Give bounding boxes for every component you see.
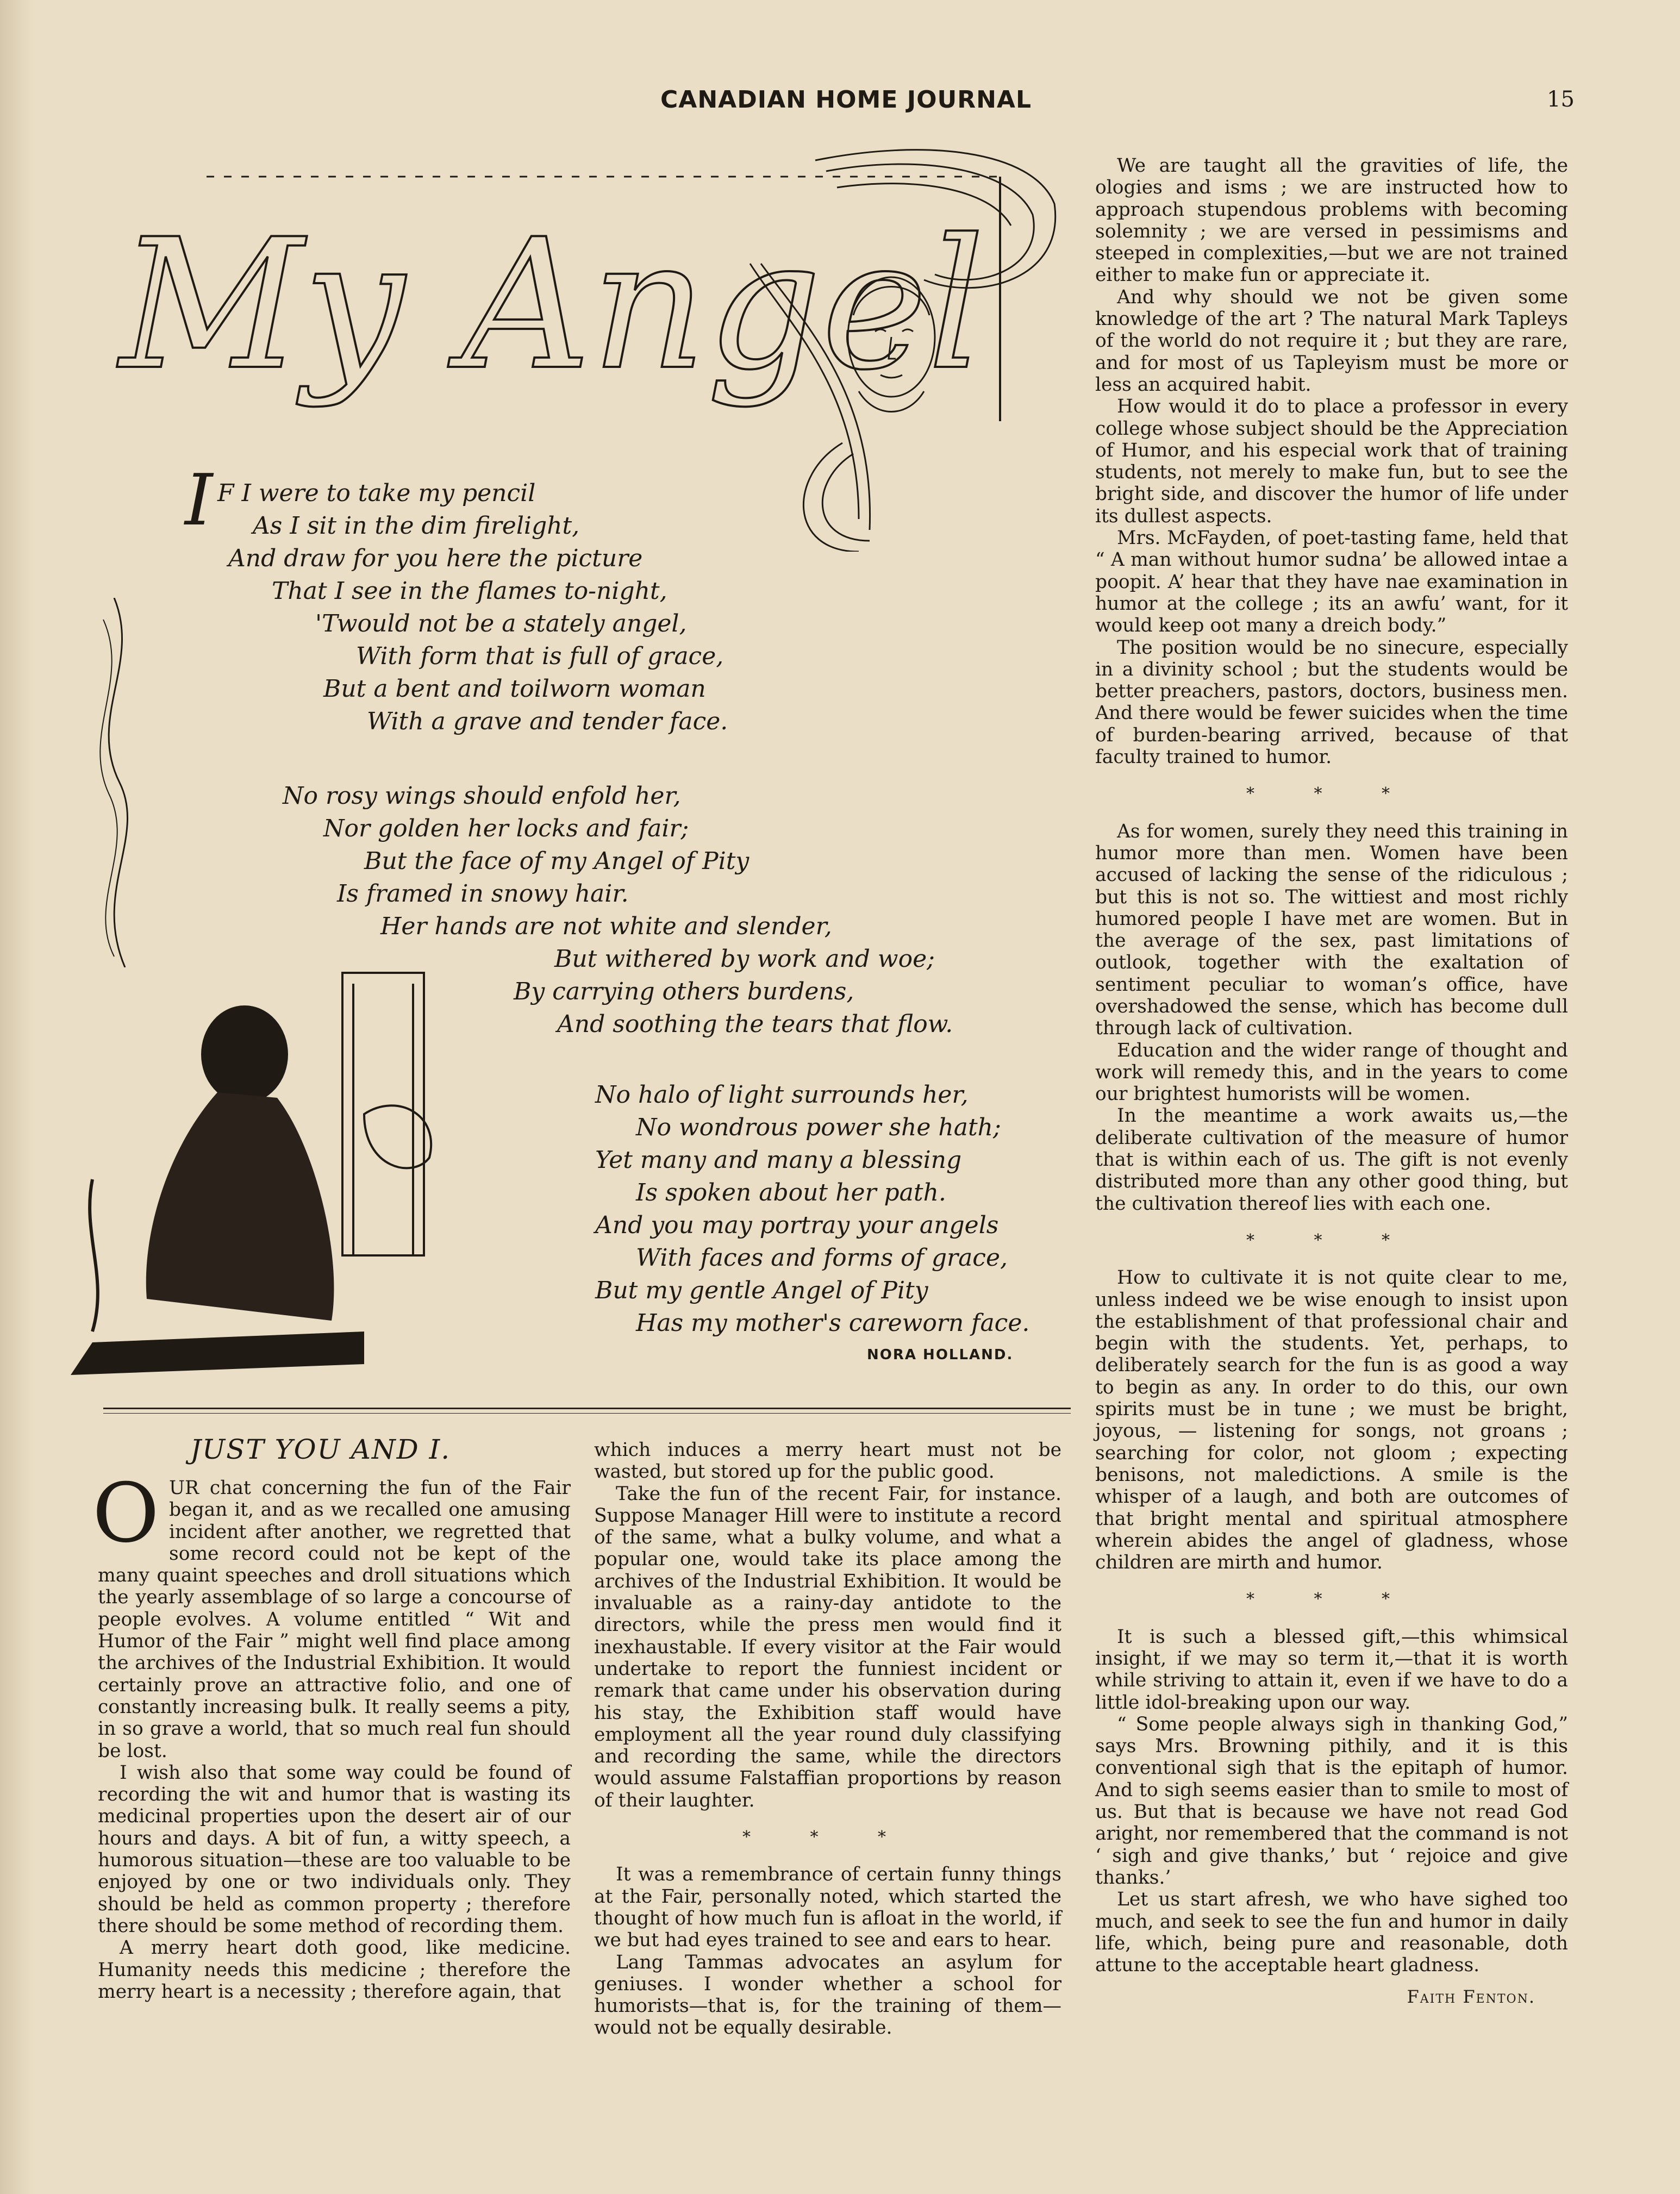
mother-portrait-image (826, 255, 957, 418)
article-paragraph: We are taught all the gravities of life, the ologies and isms ; we are instructed how to approach stupendous problems with becoming solemnity ; we are versed in pessimisms and steeped in complexities,—but we are not trained either to make fun or appreciate it. (1095, 155, 1568, 286)
article-paragraph: How would it do to place a professor in every college whose subject should be the Appreciation of Humor, and his especial work that of training students, not merely to make fun, but to see the bright side, and discover the humor of life under its dullest aspects. (1095, 396, 1568, 527)
poem-line: F I were to take my pencil (217, 479, 536, 507)
poem-line: With a grave and tender face. (367, 708, 728, 735)
poem-stanza-3 (595, 1079, 1029, 1340)
poem-line: With faces and forms of grace, (636, 1244, 1008, 1272)
journal-title: CANADIAN HOME JOURNAL (660, 86, 1032, 114)
poem-line: Is framed in snowy hair. (337, 880, 629, 908)
poem-line: Has my mother's careworn face. (636, 1309, 1030, 1337)
article-title: JUST YOU AND I. (190, 1434, 451, 1465)
poem-line: And soothing the tears that flow. (557, 1010, 953, 1038)
poem-line: By carrying others burdens, (514, 978, 854, 1005)
article-paragraph: Education and the wider range of thought and work will remedy this, and in the years to come our brightest humorists will be women. (1095, 1039, 1568, 1105)
article-column-3 (1095, 155, 1568, 2008)
poem-line: No wondrous power she hath; (636, 1114, 1001, 1141)
title-script: My Angel (120, 201, 985, 409)
article-paragraph: How to cultivate it is not quite clear to me, unless indeed we be wise enough to insist upon the establishment of that professional chair and begin with the students. Yet, perhaps, to deliberately search for the fun is as good a way to begin as any. In order to do this, our own spirits must be in tune ; we must be bright, joyous, — listening for songs, not groans ; searching for color, not gloom ; expecting benisons, not maledictions. A smile is the whisper of a laugh, and both are outcomes of that bright mental and spiritual atmosphere wherein abides the angel of gladness, whose children are mirth and humor. (1095, 1267, 1568, 1574)
article-drop-cap: O (92, 1466, 159, 1561)
article-paragraph: Let us start afresh, we who have sighed too much, and seek to see the fun and humor in daily life, which, being pure and reasonable, doth attune to the acceptable heart gladness. (1095, 1889, 1568, 1977)
article-paragraph: which induces a merry heart must not be wasted, but stored up for the public good. (594, 1439, 1061, 1483)
poem-line: As I sit in the dim firelight, (253, 512, 580, 540)
poem-author: NORA HOLLAND. (867, 1347, 1014, 1363)
article-paragraph: It is such a blessed gift,—this whimsical insight, if we may so term it,—that it is worth while striving to attain it, even if we have to do a little idol-breaking upon our way. (1095, 1626, 1568, 1714)
poem-line: But a bent and toilworn woman (323, 675, 706, 703)
poem-line: But withered by work and woe; (554, 945, 935, 973)
poem-line: And you may portray your angels (595, 1211, 999, 1239)
section-separator: * * * (1246, 1590, 1417, 1609)
article-author: Faith Fenton. (1407, 1986, 1535, 2008)
poem-drop-cap: I (185, 459, 213, 541)
poem-stanza-2 (283, 780, 953, 1041)
article-paragraph: “ Some people always sigh in thanking God,” says Mrs. Browning pithily, and it is this conventional sigh that is the epitaph of humor. And to sigh seems easier than to smile to most of us. But that is because we have not read God aright, nor remembered that the command is not ‘ sigh and give thanks,’ but ‘ rejoice and give thanks.’ (1095, 1713, 1568, 1889)
poem-line: Yet many and many a blessing (595, 1146, 962, 1174)
poem-line: Is spoken about her path. (636, 1179, 946, 1207)
article-paragraph: I wish also that some way could be found of recording the wit and humor that is wasting its medicinal properties upon the desert air of our hours and days. A bit of fun, a witty speech, a humorous situation—these are too valuable to be enjoyed by one or two individuals only. They should be held as common property ; therefore there should be some method of recording them. (98, 1761, 571, 1937)
poem-line: With form that is full of grace, (356, 642, 724, 670)
poem-line: And draw for you here the picture (228, 545, 643, 572)
article-paragraph: Take the fun of the recent Fair, for instance. Suppose Manager Hill were to institute a record of the same, what a bulky volume, and what a popular one, would take its place among the archives of the Industrial Exhibition. It would be invaluable as a rainy-day antidote to the directors, while the press men would find it inexhaustable. If every visitor at the Fair would undertake to report the funniest incident or remark that came under his observation during his stay, the Exhibition staff would have employment all the year round duly classifying and recording the same, while the directors would assume Falstaffian proportions by reason of their laughter. (594, 1483, 1061, 1811)
paragraph-text: UR chat concerning the fun of the Fair began it, and as we recalled one amusing incident after another, we regretted that some record could not be kept of the many quaint speeches and droll situations which the yearly assemblage of so large a concourse of people evolves. A volume entitled “ Wit and Humor of the Fair ” might well find place among the archives of the Industrial Exhibition. It would certainly prove an attractive folio, and one of constantly increasing bulk. It really seems a pity, in so grave a world, that so much real fun should be lost. (98, 1477, 571, 1762)
poem-line: 'Twould not be a stately angel, (315, 610, 687, 637)
poem-line: Her hands are not white and slender, (380, 912, 832, 940)
article-paragraph: A merry heart doth good, like medicine. Humanity needs this medicine ; therefore the merry heart is a necessity ; therefore again, that (98, 1937, 571, 2003)
section-divider-thin (103, 1413, 1071, 1414)
article-paragraph: It was a remembrance of certain funny things at the Fair, personally noted, which started the thought of how much fun is afloat in the world, if we but had eyes trained to see and ears to hear. (594, 1864, 1061, 1952)
poem-line: Nor golden her locks and fair; (323, 815, 689, 842)
article-paragraph: And why should we not be given some knowledge of the art ? The natural Mark Tapleys of the world do not require it ; but they are rare, and for most of us Tapleyism must be more or less an acquired habit. (1095, 286, 1568, 396)
smoke-wisp-decoration (76, 598, 152, 967)
section-separator: * * * (1246, 1230, 1417, 1250)
article-paragraph: In the meantime a work awaits us,—the deliberate cultivation of the measure of humor that is within each of us. The gift is not evenly distributed more than any other good thing, but the cultivation thereof lies with each one. (1095, 1105, 1568, 1215)
article-paragraph: The position would be no sinecure, especially in a divinity school ; but the students would be better preachers, pastors, doctors, business men. And there would be fewer suicides when the time of burden-bearing arrived, because of that faculty trained to humor. (1095, 636, 1568, 768)
poem-line: But my gentle Angel of Pity (595, 1277, 928, 1304)
page-number: 15 (1547, 87, 1575, 112)
section-separator: * * * (742, 1828, 914, 1847)
section-divider (103, 1408, 1071, 1409)
poem-line: That I see in the flames to-night, (272, 577, 667, 605)
article-paragraph: Lang Tammas advocates an asylum for geniuses. I wonder whether a school for humorists—that is, for the training of them—would not be equally desirable. (594, 1951, 1061, 2039)
poem-line: No halo of light surrounds her, (595, 1081, 969, 1109)
poem-line: No rosy wings should enfold her, (283, 782, 681, 810)
article-paragraph (92, 1466, 571, 1762)
article-paragraph: Mrs. McFayden, of poet-tasting fame, held that “ A man without humor sudna’ be allowed intae a poopit. A’ hear that they have nae examination in humor at the college ; its an awfu’ want, for it would keep oot many a dreich body.” (1095, 527, 1568, 637)
section-separator: * * * (1246, 784, 1417, 804)
article-column-1 (92, 1466, 571, 2003)
poem-stanza-1 (217, 477, 728, 738)
article-paragraph: As for women, surely they need this training in humor more than men. Women have been accused of lacking the sense of the ridiculous ; but this is not so. The wittiest and most richly humored people I have met are women. But in the average of the sex, past limitations of outlook, together with the exaltation of sentiment peculiar to woman’s office, have overshadowed the sense, which has become dull through lack of cultivation. (1095, 820, 1568, 1040)
article-column-2 (594, 1439, 1061, 2039)
poem-line: But the face of my Angel of Pity (364, 847, 750, 875)
